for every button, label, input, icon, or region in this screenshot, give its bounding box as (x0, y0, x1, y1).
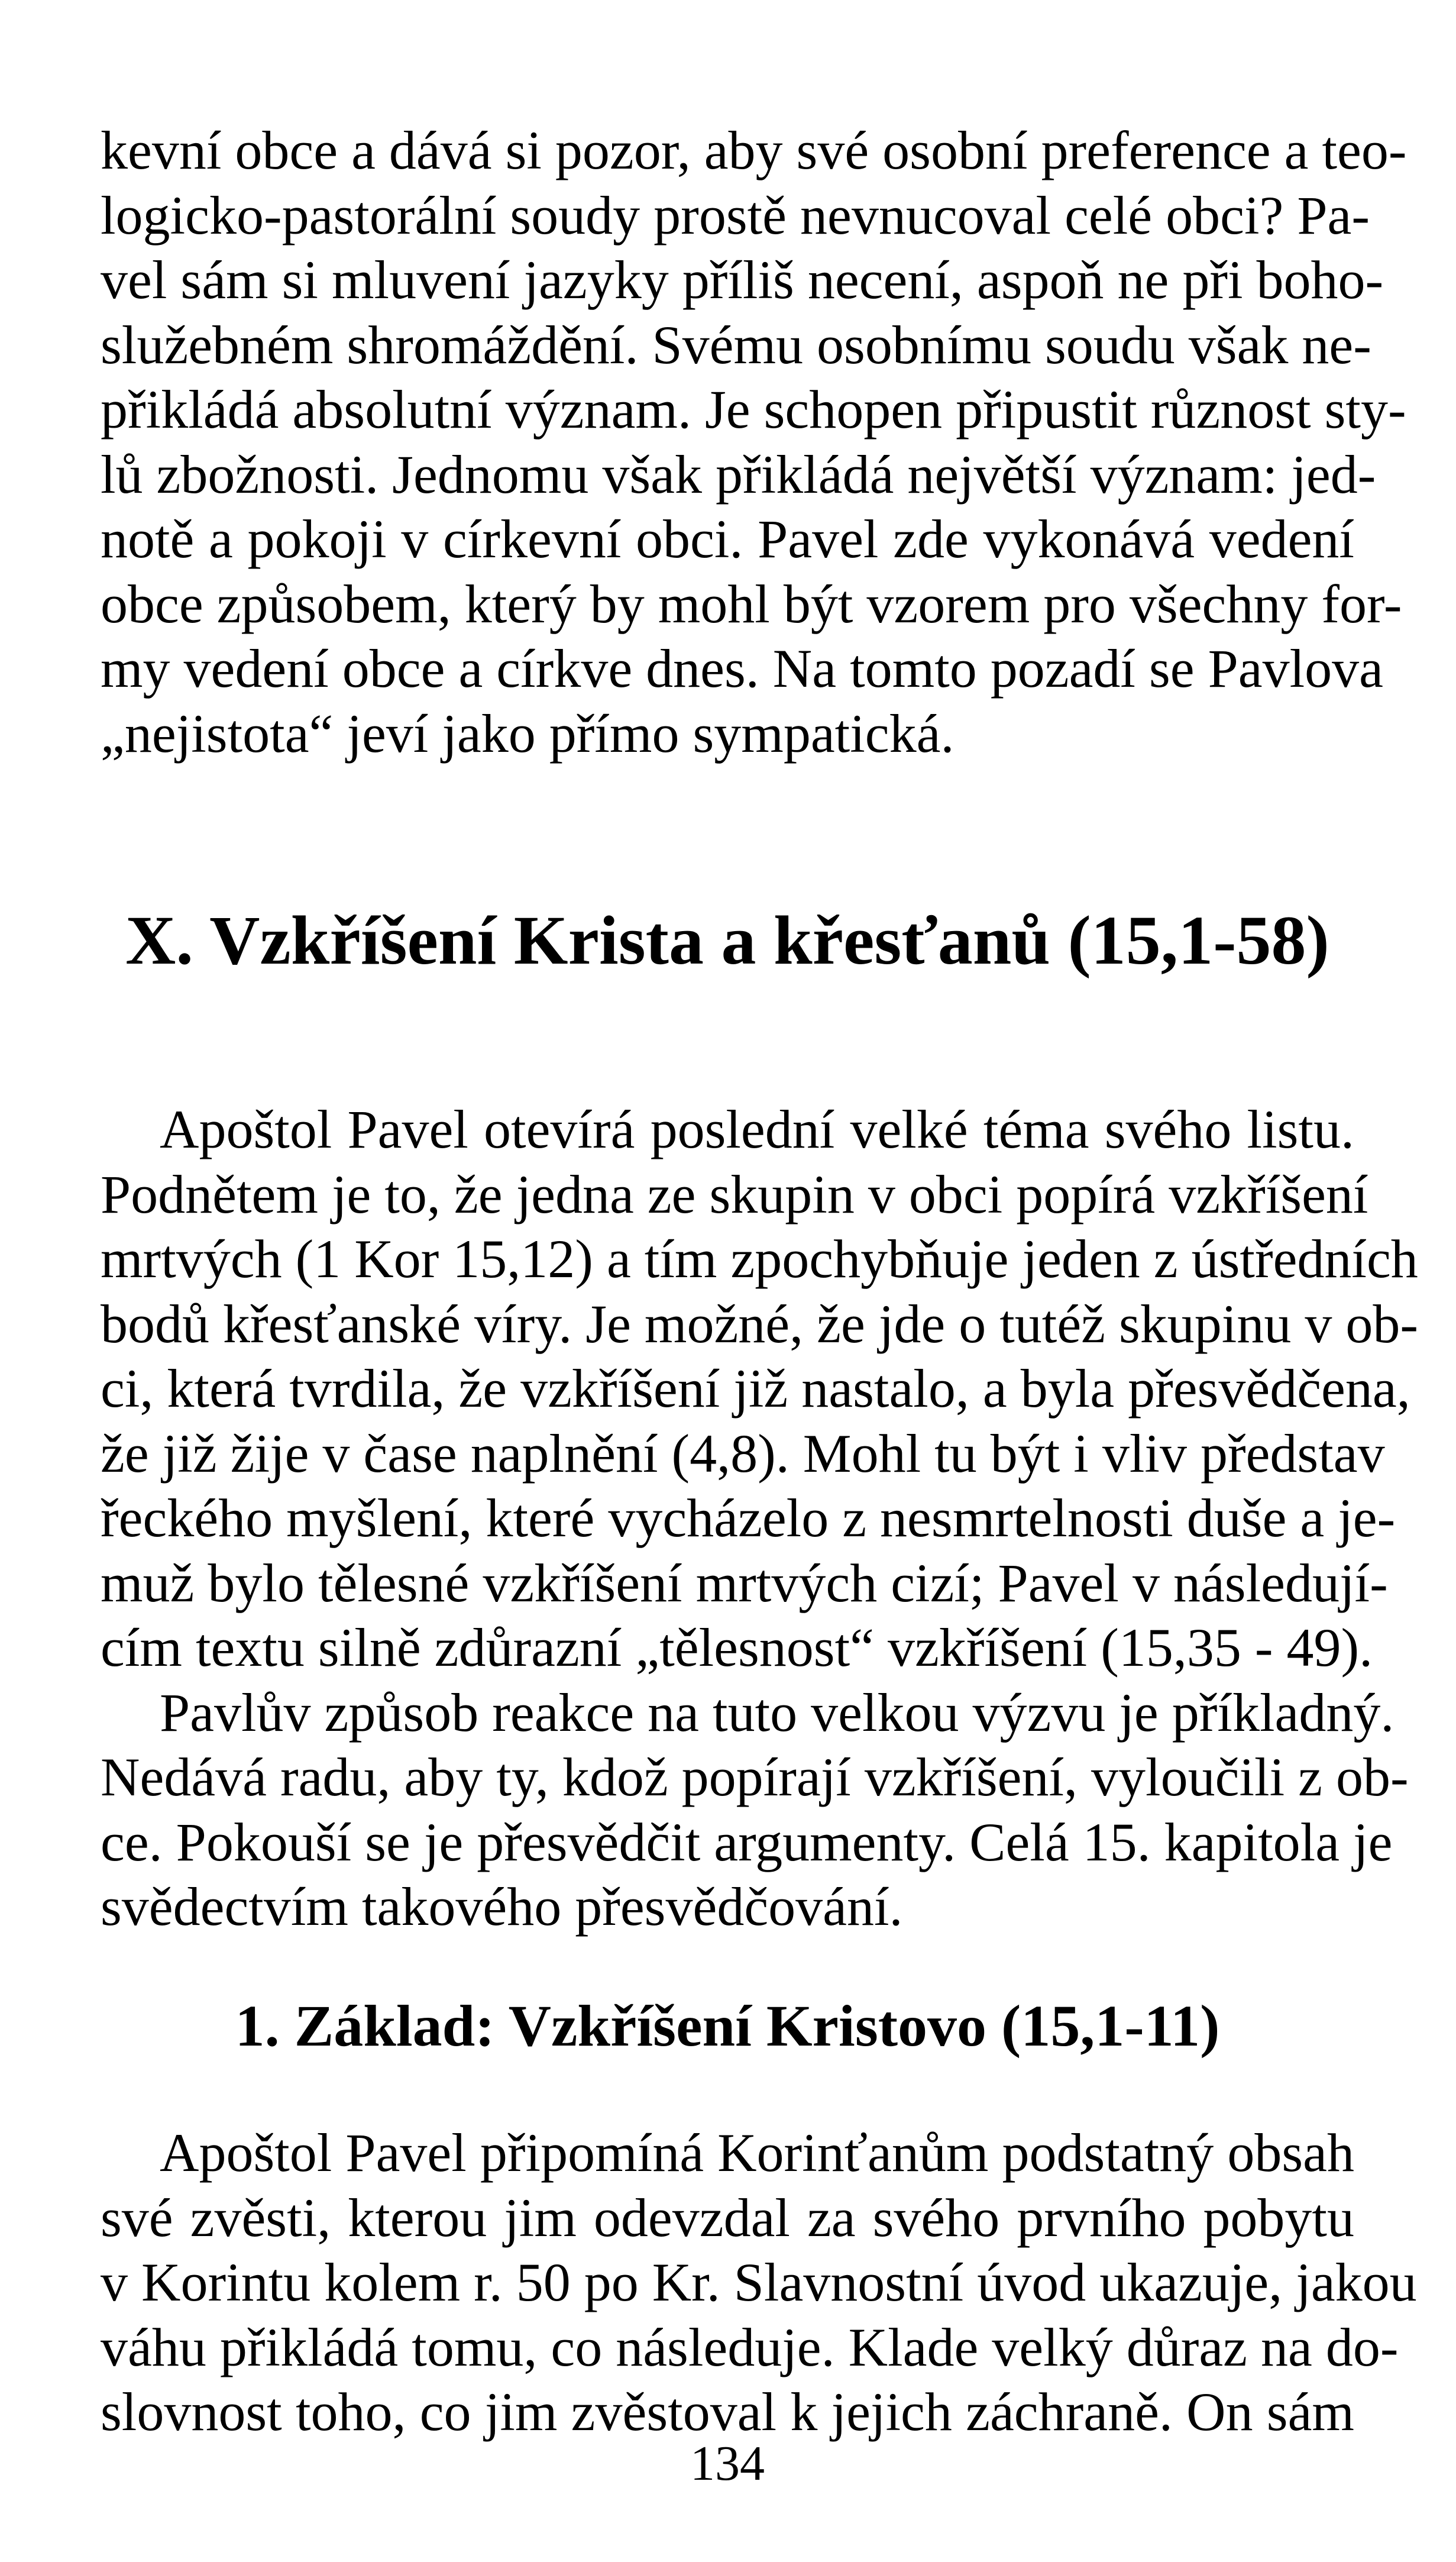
text-line: ce. Pokouší se je přesvědčit argumenty. Celá 15. kapitola je (101, 1811, 1393, 1872)
text-line: mrtvých (1 Kor 15,12) a tím zpochybňuje jeden z ústředních (101, 1229, 1418, 1289)
text-line: kevní obce a dává si pozor, aby své osobní preference a teo- (101, 120, 1407, 180)
text-line: řeckého myšlení, které vycházelo z nesmrtelnosti duše a je- (101, 1488, 1396, 1548)
text-line: Pavlův způsob reakce na tuto velkou výzvu je příkladný. (160, 1682, 1394, 1743)
text-line: „nejistota“ jeví jako přímo sympatická. (101, 703, 955, 764)
text-line: logicko-pastorální soudy prostě nevnucoval celé obci? Pa- (101, 185, 1370, 245)
text-line: své zvěsti, kterou jim odevzdal za svého prvního pobytu (101, 2187, 1354, 2248)
text-line: Apoštol Pavel připomíná Korinťanům podstatný obsah (160, 2122, 1354, 2183)
text-line: vel sám si mluvení jazyky příliš necení, aspoň ne při boho- (101, 250, 1384, 310)
text-line: přikládá absolutní význam. Je schopen připustit různost sty- (101, 379, 1406, 440)
body-paragraph (101, 2121, 1417, 2445)
page-number: 134 (690, 2436, 765, 2491)
text-line: v Korintu kolem r. 50 po Kr. Slavnostní úvod ukazuje, jakou (101, 2252, 1417, 2312)
text-line: obce způsobem, který by mohl být vzorem pro všechny for- (101, 573, 1402, 634)
text-line: že již žije v čase naplnění (4,8). Mohl tu být i vliv představ (101, 1423, 1385, 1484)
text-line: my vedení obce a církve dnes. Na tomto pozadí se Pavlova (101, 638, 1384, 699)
text-line: muž bylo tělesné vzkříšení mrtvých cizí; Pavel v následují- (101, 1552, 1388, 1613)
intro-paragraph (101, 118, 1407, 766)
text-line: Podnětem je to, že jedna ze skupin v obci popírá vzkříšení (101, 1164, 1368, 1225)
chapter-heading: X. Vzkříšení Krista a křesťanů (15,1-58) (125, 902, 1329, 979)
text-line: bodů křesťanské víry. Je možné, že jde o tutéž skupinu v ob- (101, 1293, 1418, 1354)
text-line: ci, která tvrdila, že vzkříšení již nastalo, a byla přesvědčena, (101, 1358, 1410, 1419)
text-line: váhu přikládá tomu, co následuje. Klade velký důraz na do- (101, 2317, 1399, 2377)
text-line: svědectvím takového přesvědčování. (101, 1876, 903, 1937)
text-line: Nedává radu, aby ty, kdož popírají vzkříšení, vyloučili z ob- (101, 1747, 1409, 1807)
text-line: cím textu silně zdůrazní „tělesnost“ vzkříšení (15,35 - 49). (101, 1617, 1373, 1678)
text-line: služebném shromáždění. Svému osobnímu soudu však ne- (101, 314, 1371, 375)
body-paragraph (101, 1097, 1418, 1940)
text-line: Apoštol Pavel otevírá poslední velké téma svého listu. (160, 1099, 1354, 1159)
book-page (101, 0, 1418, 2562)
text-line: lů zbožnosti. Jednomu však přikládá největší význam: jed- (101, 444, 1376, 505)
text-line: slovnost toho, co jim zvěstoval k jejich záchraně. On sám (101, 2382, 1354, 2442)
section-heading: 1. Základ: Vzkříšení Kristovo (15,1-11) (235, 1993, 1220, 2059)
text-line: notě a pokoji v církevní obci. Pavel zde vykonává vedení (101, 509, 1354, 569)
